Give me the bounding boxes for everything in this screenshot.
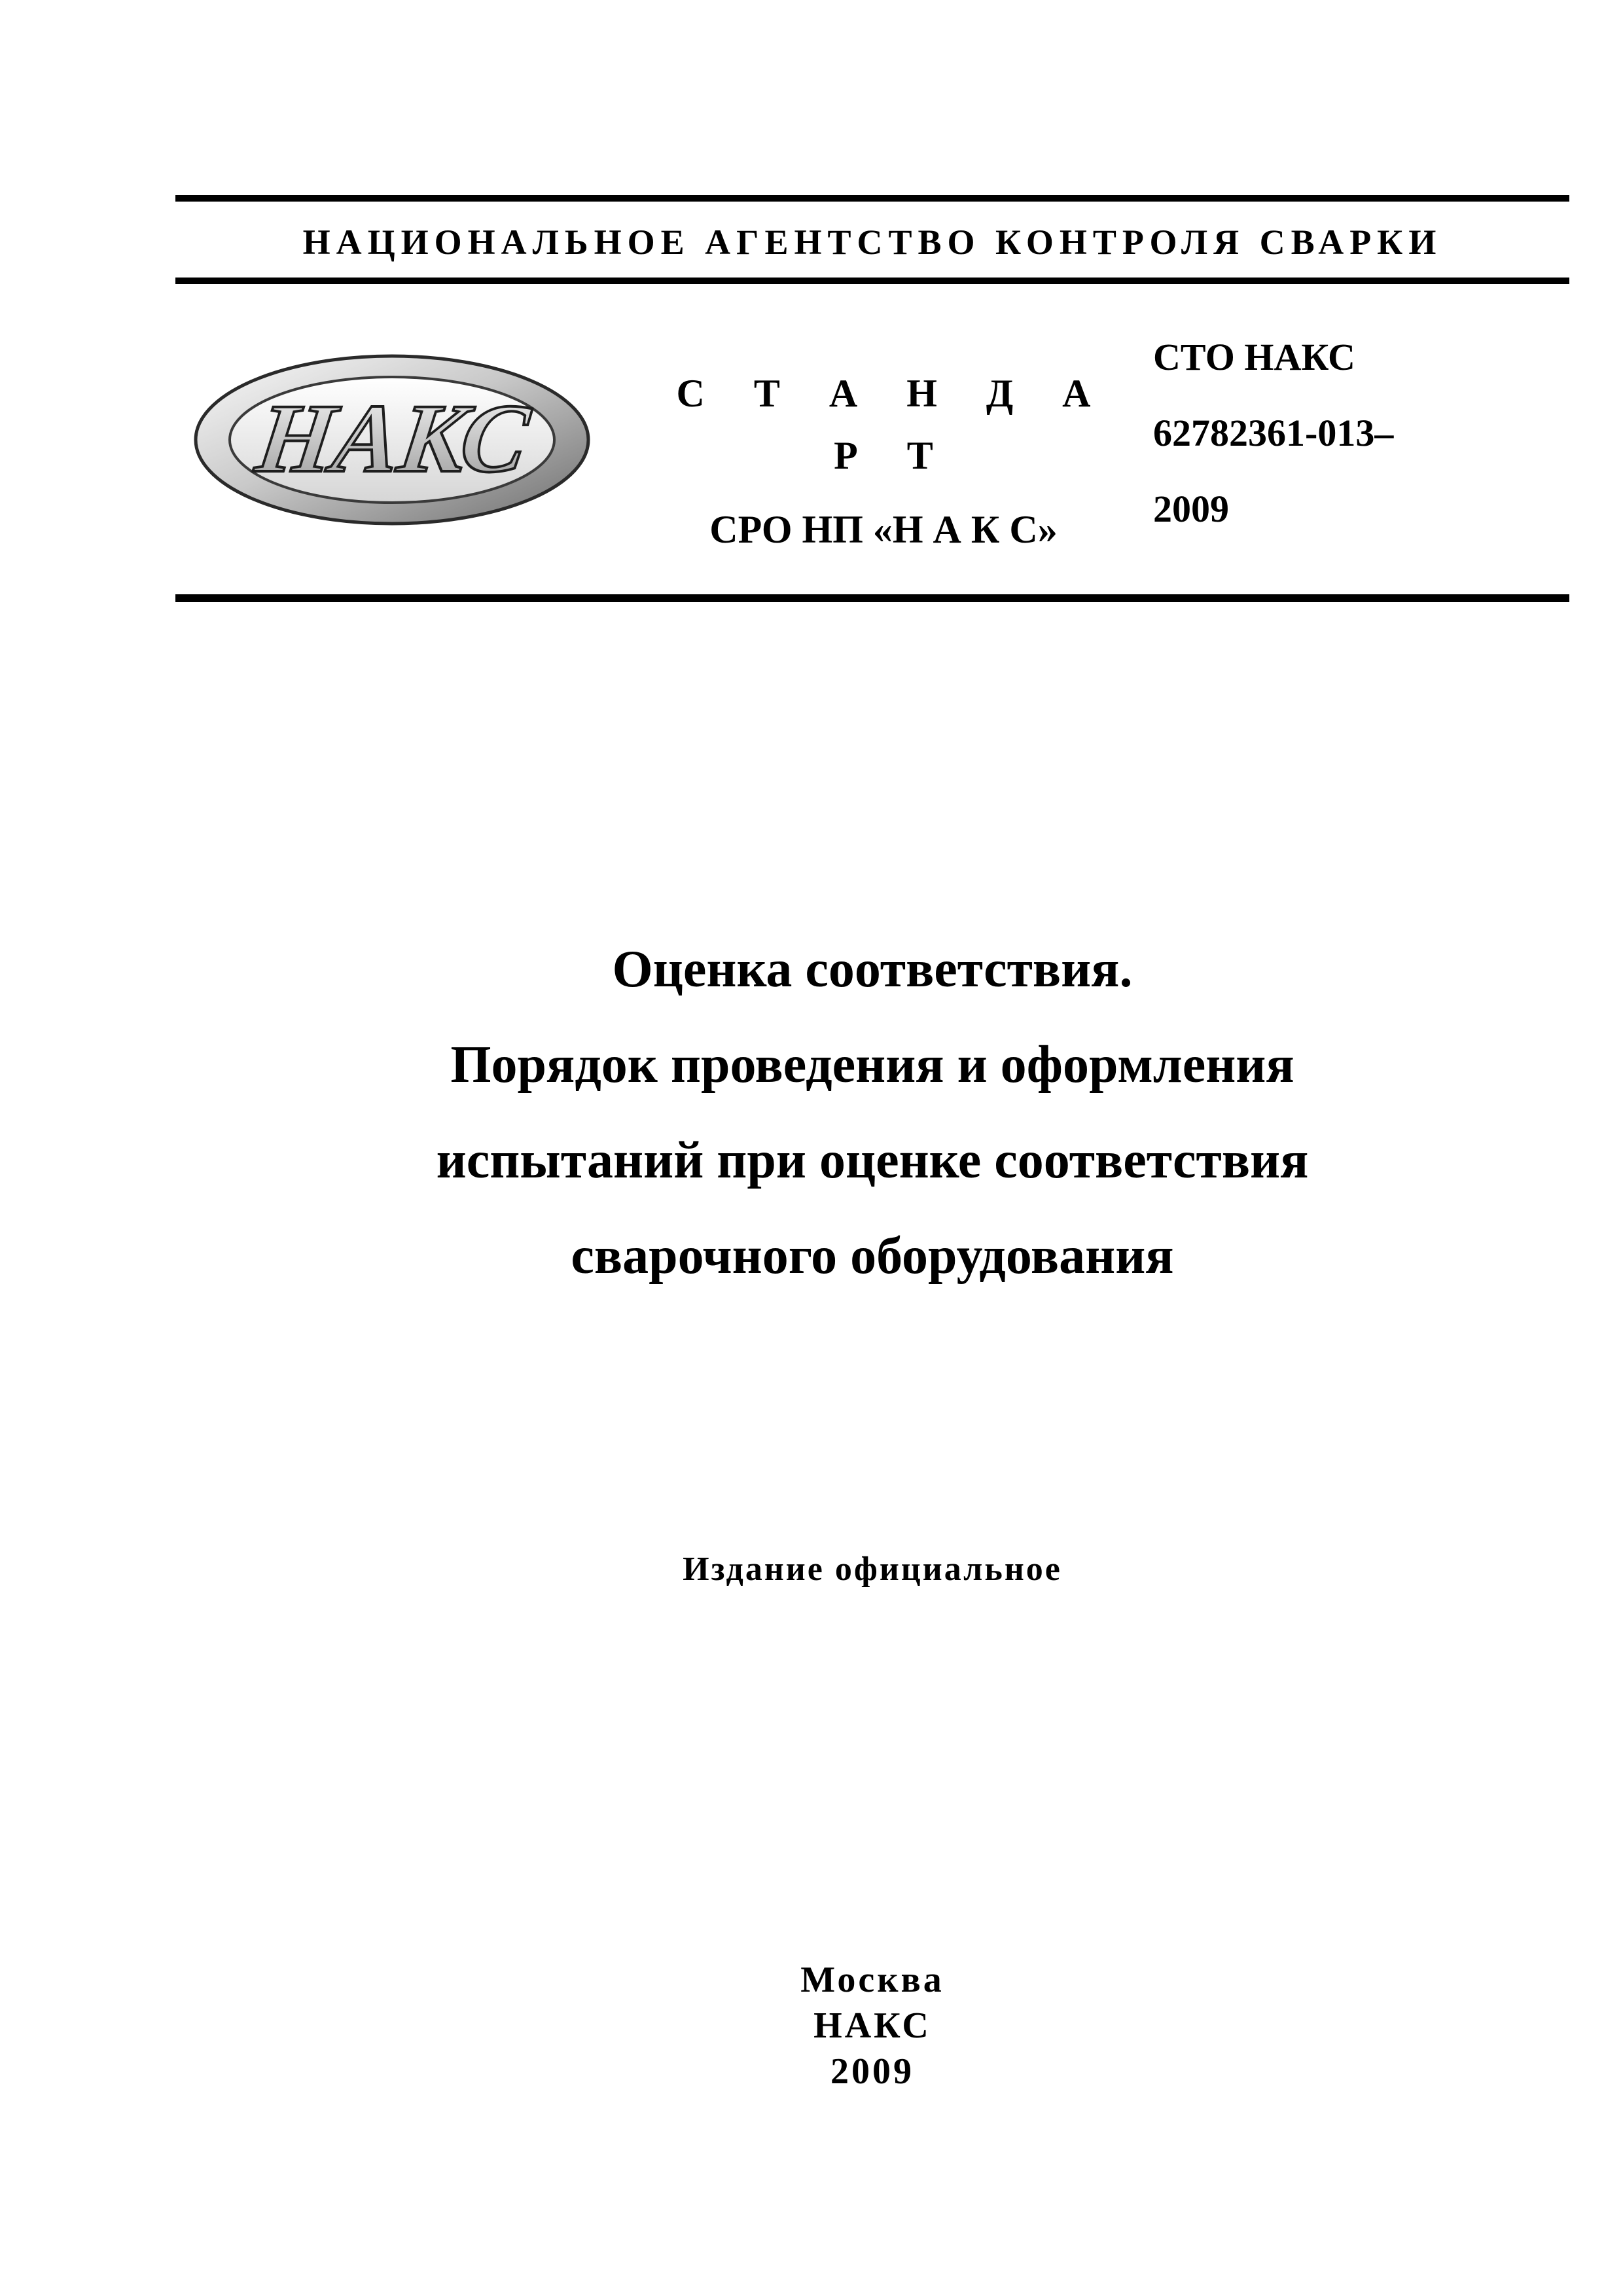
standard-issuer: СРО НП «Н А К С» (709, 508, 1058, 551)
top-rule (175, 195, 1569, 202)
document-code-prefix: СТО НАКС (1153, 336, 1355, 378)
document-title-line-4: сварочного оборудования (571, 1227, 1174, 1285)
document-title (175, 922, 1569, 1304)
naks-logo (190, 351, 594, 529)
document-title-line-2: Порядок проведения и оформления (450, 1036, 1294, 1094)
edition-note: Издание официальное (683, 1551, 1062, 1588)
document-code (1153, 319, 1559, 547)
imprint (175, 1957, 1569, 2094)
header-bottom-rule (175, 594, 1569, 602)
document-title-line-1: Оценка соответствия. (612, 941, 1133, 998)
standard-label (641, 363, 1126, 572)
logo-text: НАКС (250, 384, 535, 493)
header-divider (175, 278, 1569, 284)
imprint-publisher: НАКС (813, 2005, 931, 2046)
document-title-line-3: испытаний при оценке соответствия (436, 1132, 1309, 1189)
standard-word: С Т А Н Д А Р Т (676, 372, 1111, 477)
document-code-year: 2009 (1153, 488, 1229, 530)
document-code-number: 62782361-013– (1153, 412, 1394, 454)
organization-title: НАЦИОНАЛЬНОЕ АГЕНТСТВО КОНТРОЛЯ СВАРКИ (302, 223, 1442, 262)
imprint-city: Москва (800, 1960, 944, 2000)
imprint-year: 2009 (830, 2051, 914, 2092)
